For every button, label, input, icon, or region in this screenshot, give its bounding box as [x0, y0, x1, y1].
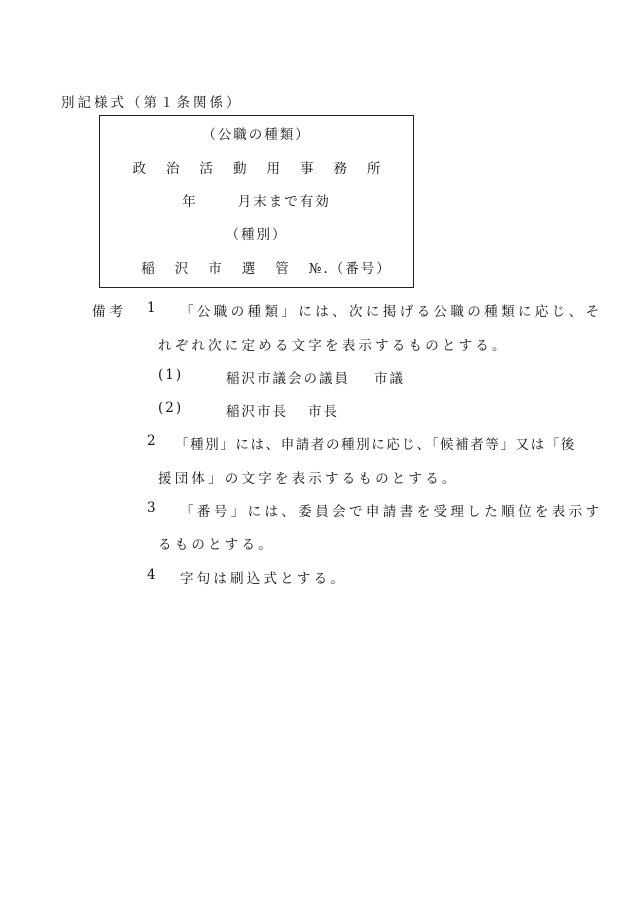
validity-line: [100, 190, 413, 210]
subitem-text: 市議: [374, 371, 405, 387]
remark-number: 4: [147, 567, 156, 583]
remark-text-line: 「種別」には、申請者の種別に応じ、「候補者等」又は「後: [175, 437, 576, 453]
number-label: №.（番号）: [308, 261, 392, 277]
subitem-office: 稲沢市長: [226, 404, 288, 420]
remark-text-line: 援団体」の文字を表示するものとする。: [158, 471, 459, 487]
admin-number-line: [100, 257, 413, 277]
license-plate-box: [99, 115, 414, 288]
admin-label: 稲沢市選管: [141, 261, 309, 277]
subitem-number: (1): [158, 367, 184, 383]
remark-number: 2: [147, 433, 156, 449]
year-label: 年: [182, 194, 196, 210]
remark-text-line: 「公職の種類」には、次に掲げる公職の種類に応じ、そ: [180, 304, 603, 320]
subitem-text: 市長: [308, 404, 339, 420]
remarks-label: 備考: [92, 304, 127, 320]
valid-until-label: 月末まで有効: [237, 194, 331, 210]
office-label-line: 政治活動用事務所: [132, 161, 401, 177]
remark-text-line: 字句は刷込式とする。: [180, 571, 347, 587]
remark-number: 3: [147, 500, 156, 516]
office-type-line: （公職の種類）: [202, 127, 311, 143]
form-title: 別記様式（第１条関係）: [61, 95, 243, 111]
subitem-office: 稲沢市議会の議員: [226, 371, 350, 387]
category-line: （種別）: [225, 227, 288, 243]
subitem-number: (2): [158, 400, 184, 416]
remark-text-line: るものとする。: [158, 537, 275, 553]
remark-text-line: 「番号」には、委員会で申請書を受理した順位を表示す: [180, 504, 603, 520]
remark-text-line: れぞれ次に定める文字を表示するものとする。: [158, 338, 509, 354]
remark-number: 1: [147, 300, 156, 316]
